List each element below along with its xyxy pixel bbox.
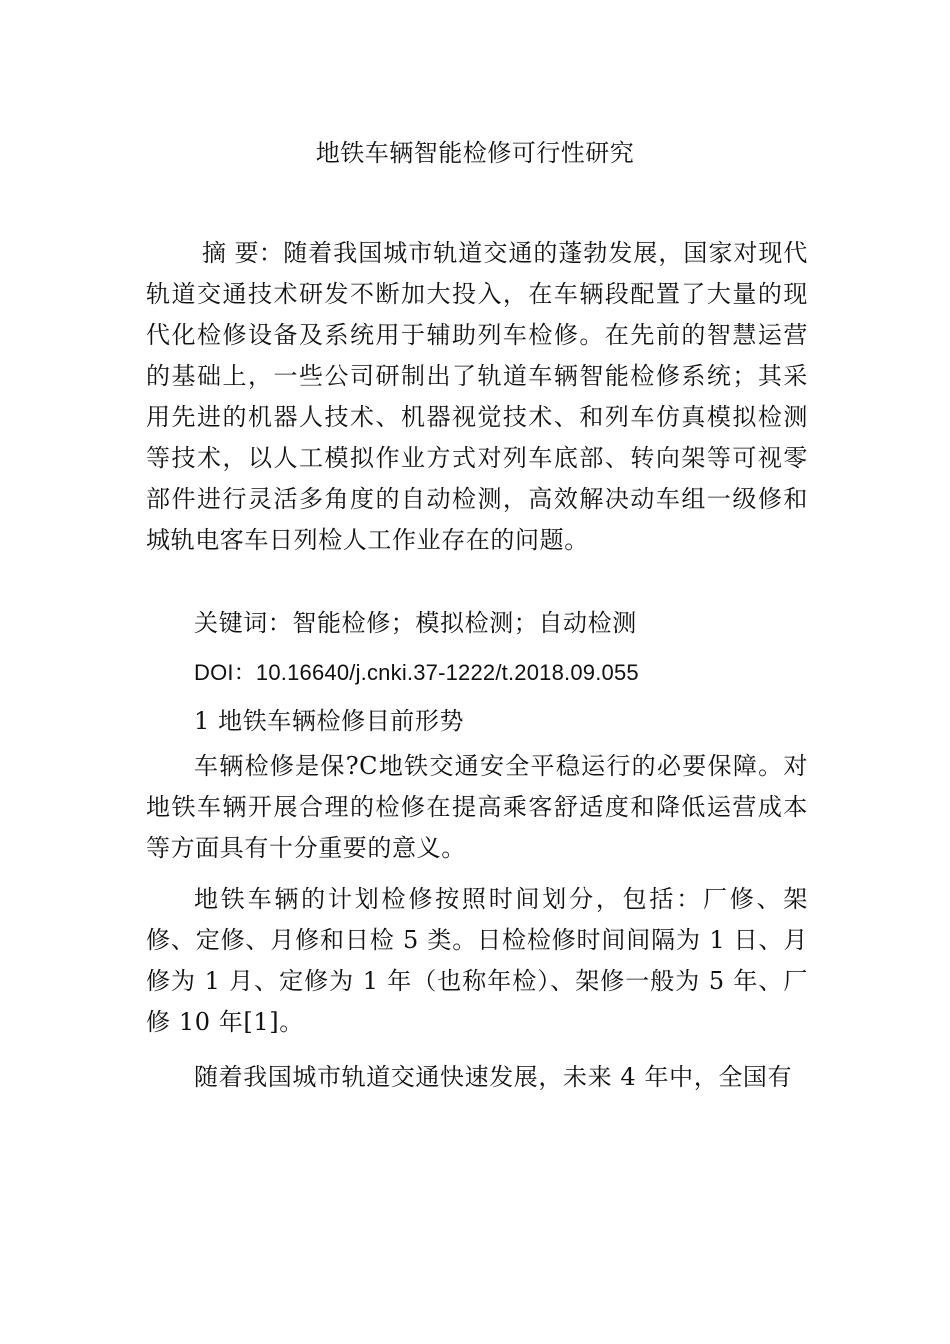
body-paragraph-1: 车辆检修是保?C地铁交通安全平稳运行的必要保障。对地铁车辆开展合理的检修在提高乘客舒适度和降低运营成本等方面具有十分重要的意义。 xyxy=(146,752,808,862)
spacer xyxy=(146,869,808,879)
body-paragraph-2: 地铁车辆的计划检修按照时间划分，包括：厂修、架修、定修、月修和日检 5 类。日检检修时间间隔为 1 日、月修为 1 月、定修为 1 年（也称年检）、架修一般为 5 年、厂修 10 年[1]。 xyxy=(146,885,808,1036)
abstract-paragraph xyxy=(146,233,808,561)
document-title: 地铁车辆智能检修可行性研究 xyxy=(315,139,635,167)
abstract-text: 随着我国城市轨道交通的蓬勃发展，国家对现代轨道交通技术研发不断加大投入，在车辆段配置了大量的现代化检修设备及系统用于辅助列车检修。在先前的智慧运营的基础上，一些公司研制出了轨道车辆智能检修系统；其采用先进的机器人技术、机器视觉技术、和列车仿真模拟检测等技术，以人工模拟作业方式对列车底部、转向架等可视零部件进行灵活多角度的自动检测，高效解决动车组一级修和城轨电客车日列检人工作业存在的问题。 xyxy=(146,239,808,554)
body-paragraph-3: 随着我国城市轨道交通快速发展，未来 4 年中，全国有 xyxy=(194,1063,793,1091)
keywords-line: 关键词：智能检修；模拟检测；自动检测 xyxy=(194,609,637,637)
section-heading: 1 地铁车辆检修目前形势 xyxy=(194,707,465,735)
document-body xyxy=(146,233,808,1098)
abstract-label: 摘 要： xyxy=(202,239,284,267)
spacer xyxy=(146,561,808,599)
spacer xyxy=(146,1043,808,1057)
doi-line: DOI：10.16640/j.cnki.37-1222/t.2018.09.055 xyxy=(194,660,639,685)
